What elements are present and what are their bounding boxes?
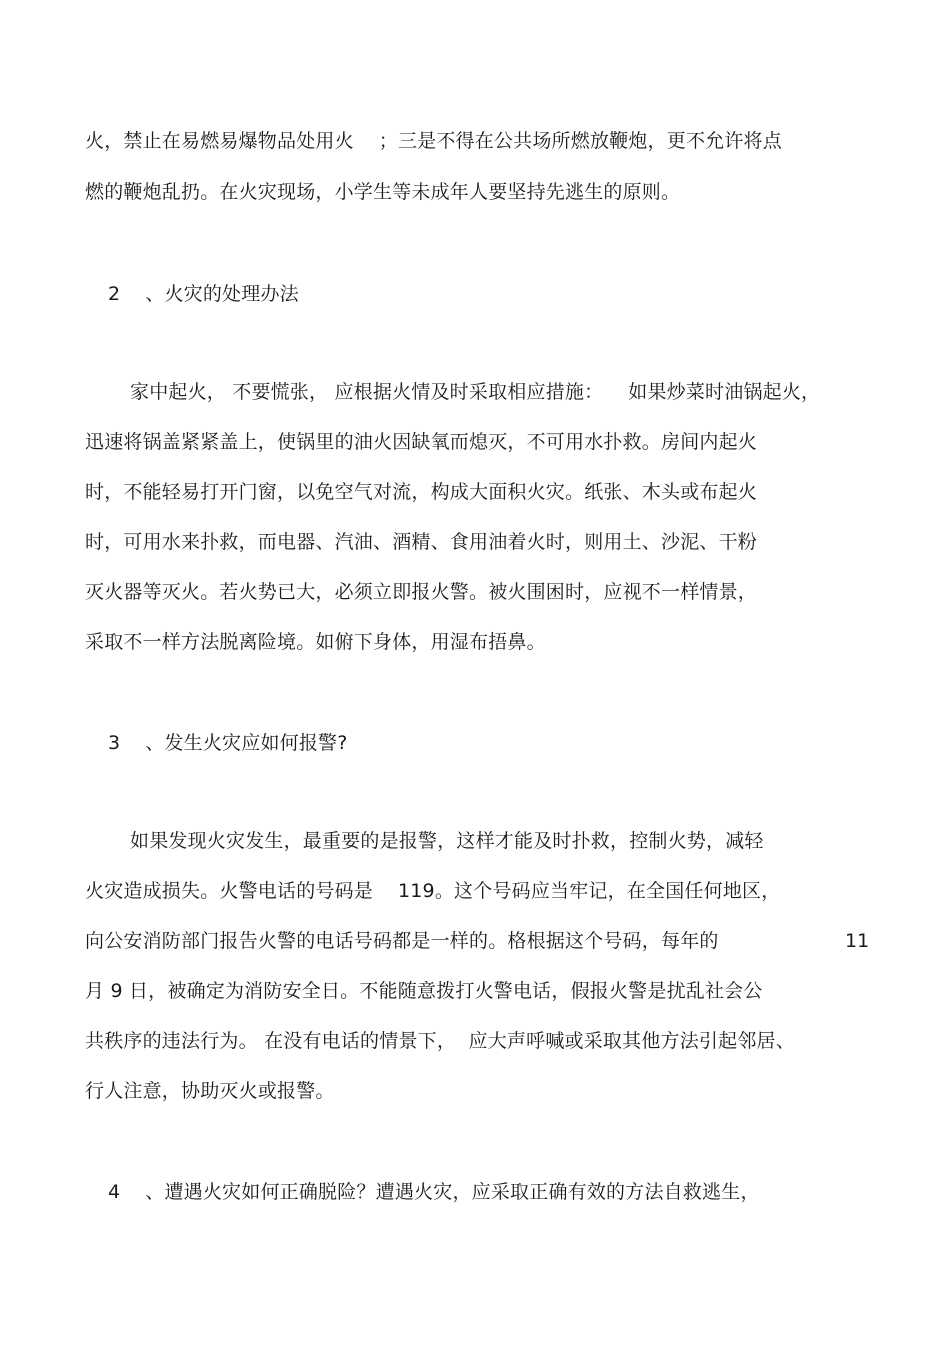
section-2-line-1: 家中起火， 不要慌张， 应根据火情及时采取相应措施： 如果炒菜时油锅起火， bbox=[130, 381, 821, 403]
section-3-line-3: 向公安消防部门报告火警的电话号码都是一样的。格根据这个号码，每年的 bbox=[85, 930, 719, 952]
section-2-line-2: 迅速将锅盖紧紧盖上，使锅里的油火因缺氧而熄灭，不可用水扑救。房间内起火 bbox=[85, 431, 758, 453]
section-3-line-6: 行人注意，协助灭火或报警。 bbox=[85, 1080, 335, 1102]
section-2-line-5: 灭火器等灭火。若火势已大，必须立即报火警。被火围困时，应视不一样情景， bbox=[85, 581, 758, 603]
intro-line-2: 燃的鞭炮乱扔。在火灾现场，小学生等未成年人要坚持先逃生的原则。 bbox=[85, 181, 681, 203]
section-2-line-3: 时，不能轻易打开门窗，以免空气对流，构成大面积火灾。纸张、木头或布起火 bbox=[85, 481, 758, 503]
section-3-heading: 3 、发生火灾应如何报警? bbox=[108, 732, 348, 754]
section-3-right-number: 11 bbox=[845, 930, 870, 952]
section-3-line-5: 共秩序的违法行为。 在没有电话的情景下， 应大声呼喊或采取其他方法引起邻居、 bbox=[85, 1030, 795, 1052]
section-3-line-1: 如果发现火灾发生，最重要的是报警，这样才能及时扑救，控制火势，减轻 bbox=[130, 830, 764, 852]
section-2-line-4: 时，可用水来扑救，而电器、汽油、酒精、食用油着火时，则用土、沙泥、干粉 bbox=[85, 531, 758, 553]
intro-line-1: 火，禁止在易燃易爆物品处用火 ；三是不得在公共场所燃放鞭炮，更不允许将点 bbox=[85, 130, 782, 152]
section-2-line-6: 采取不一样方法脱离险境。如俯下身体，用湿布捂鼻。 bbox=[85, 631, 546, 653]
section-2-heading: 2 、火灾的处理办法 bbox=[108, 283, 299, 305]
section-4-heading: 4 、遭遇火灾如何正确脱险？遭遇火灾，应采取正确有效的方法自救逃生， bbox=[108, 1181, 760, 1203]
section-3-line-2: 火灾造成损失。火警电话的号码是 119。这个号码应当牢记，在全国任何地区， bbox=[85, 880, 781, 902]
section-3-line-4: 月 9 日，被确定为消防安全日。不能随意拨打火警电话，假报火警是扰乱社会公 bbox=[85, 980, 763, 1002]
